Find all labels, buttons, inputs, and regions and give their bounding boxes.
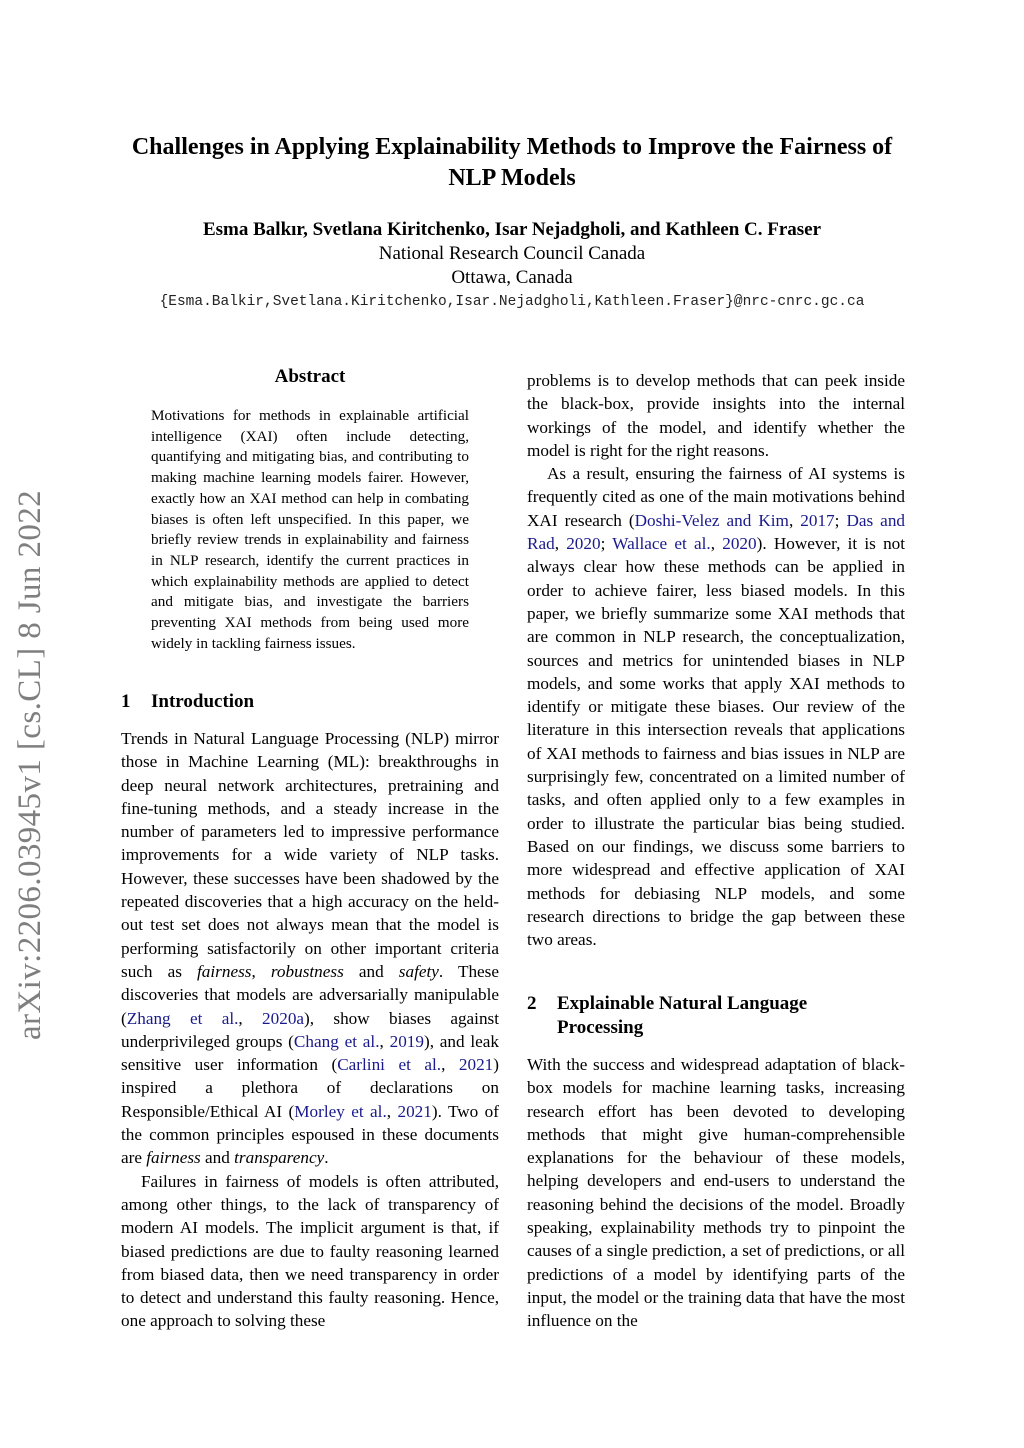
intro-paragraph-2: Failures in fairness of models is often attributed, among other things, to the lack of transparency of modern AI models. The implicit argument is that, if biased predictions are due to faulty reasoning learned from biased data, then we need transparency in order to detect and understand this faulty reasoning. Hence, one approach to solving these [121, 1171, 499, 1331]
citation-link[interactable]: Carlini et al. [337, 1055, 442, 1075]
arxiv-identifier: arXiv:2206.03945v1 [cs.CL] 8 Jun 2022 [12, 489, 48, 1040]
citation-year-link[interactable]: 2020a [262, 1008, 305, 1028]
section-number: 2 [527, 993, 537, 1014]
section-title: Introduction [151, 691, 255, 712]
abstract-heading: Abstract [274, 366, 346, 387]
citation-link[interactable]: Zhang et al. [126, 1008, 239, 1028]
section-number: 1 [121, 691, 131, 712]
paper-title [100, 132, 924, 194]
right-column-intro-continued [527, 369, 905, 951]
affiliation: National Research Council Canada [378, 243, 646, 264]
citation-year-link[interactable]: 2019 [389, 1031, 424, 1051]
intro-paragraph-1: Trends in Natural Language Processing (NLP) mirror those in Machine Learning (ML): breakthroughs in deep neural network architectures, pretraining and fine-tuning methods, and a steady increase in the number of parameters led to impressive performance improvements for a wide variety of NLP tasks. However, these successes have been shadowed by the repeated discoveries that a high accuracy on the held-out test set does not always mean that the model is performing satisfactorily on other important criteria such as fairness, robustness and safety. These discoveries that models are adversarially manipulable (Zhang et al., 2020a), show biases against underprivileged groups (Chang et al., 2019), and leak sensitive user information (Carlini et al., 2021) inspired a plethora of declarations on Responsible/Ethical AI (Morley et al., 2021). Two of the common principles espoused in these documents are fairness and transparency. [121, 729, 500, 1168]
section-title: Explainable Natural Language Processing [557, 993, 808, 1038]
abstract-body: Motivations for methods in explainable artificial intelligence (XAI) often include detecting, quantifying and mitigating bias, and contributing to making machine learning models fairer. However, exactly how an XAI method can help in combating biases is often left unspecified. In this paper, we briefly review trends in explainability and fairness in NLP research, identify the current practices in which explainability methods are applied to detect and mitigate bias, and investigate the barriers preventing XAI methods from being used more widely in tackling fairness issues. [151, 407, 469, 652]
citation-year-link[interactable]: 2020 [722, 534, 757, 554]
section-2-body [527, 1053, 905, 1333]
citation-link[interactable]: Das and Rad [527, 510, 906, 554]
section-2-heading [527, 992, 807, 1040]
citation-year-link[interactable]: 2020 [566, 534, 601, 554]
citation-link[interactable]: Wallace et al. [612, 534, 711, 554]
citation-year-link[interactable]: 2021 [458, 1055, 494, 1075]
citation-year-link[interactable]: 2017 [800, 510, 835, 530]
intro-paragraph-3: problems is to develop methods that can peek inside the black-box, provide insights into the internal workings of the model, and identify whether the model is right for the right reasons. [527, 371, 905, 460]
section-2-paragraph-1: With the success and widespread adaptation of black-box models for machine learning tasks, increasing research effort has been devoted to developing methods that might give human-comprehensible explanations for the behaviour of these models, helping developers and end-users to understand the reasoning behind the decisions of the model. Broadly speaking, explainability methods try to pinpoint the causes of a single prediction, a set of predictions, or all predictions of a model by identifying parts of the input, the model or the training data that have the most influence on the [527, 1055, 906, 1331]
location: Ottawa, Canada [451, 267, 573, 288]
citation-link[interactable]: Morley et al. [294, 1101, 387, 1121]
author-emails: {Esma.Balkir,Svetlana.Kiritchenko,Isar.Nejadgholi,Kathleen.Fraser}@nrc-cnrc.gc.ca [159, 294, 865, 310]
intro-paragraph-4: As a result, ensuring the fairness of AI systems is frequently cited as one of the main motivations behind XAI research (Doshi-Velez and Kim, 2017; Das and Rad, 2020; Wallace et al., 2020). However, it is not always clear how these methods can be applied in order to achieve fairer, less biased models. In this paper, we briefly summarize some XAI methods that are common in NLP research, the conceptualization, sources and metrics for unintended biases in NLP models, and some works that apply XAI methods to identify or mitigate these biases. Our review of the literature in this intersection reveals that applications of XAI methods to fairness and bias issues in NLP are surprisingly few, concentrated on a limited number of tasks, and often applied only to a few examples in order to illustrate the particular bias being studied. Based on our findings, we discuss some barriers to more widespread and effective application of XAI methods for debiasing NLP models, and some research directions to bridge the gap between these two areas. [527, 464, 906, 950]
title-line-1: Challenges in Applying Explainability Methods to Improve the Fairness of [131, 134, 893, 160]
citation-link[interactable]: Doshi-Velez and Kim [634, 510, 789, 530]
introduction-body [121, 727, 499, 1333]
title-line-2: NLP Models [448, 165, 576, 191]
author-list: Esma Balkır, Svetlana Kiritchenko, Isar Nejadgholi, and Kathleen C. Fraser [202, 219, 822, 240]
citation-year-link[interactable]: 2021 [397, 1101, 432, 1121]
citation-link[interactable]: Chang et al. [293, 1031, 380, 1051]
section-1-heading [121, 690, 254, 714]
